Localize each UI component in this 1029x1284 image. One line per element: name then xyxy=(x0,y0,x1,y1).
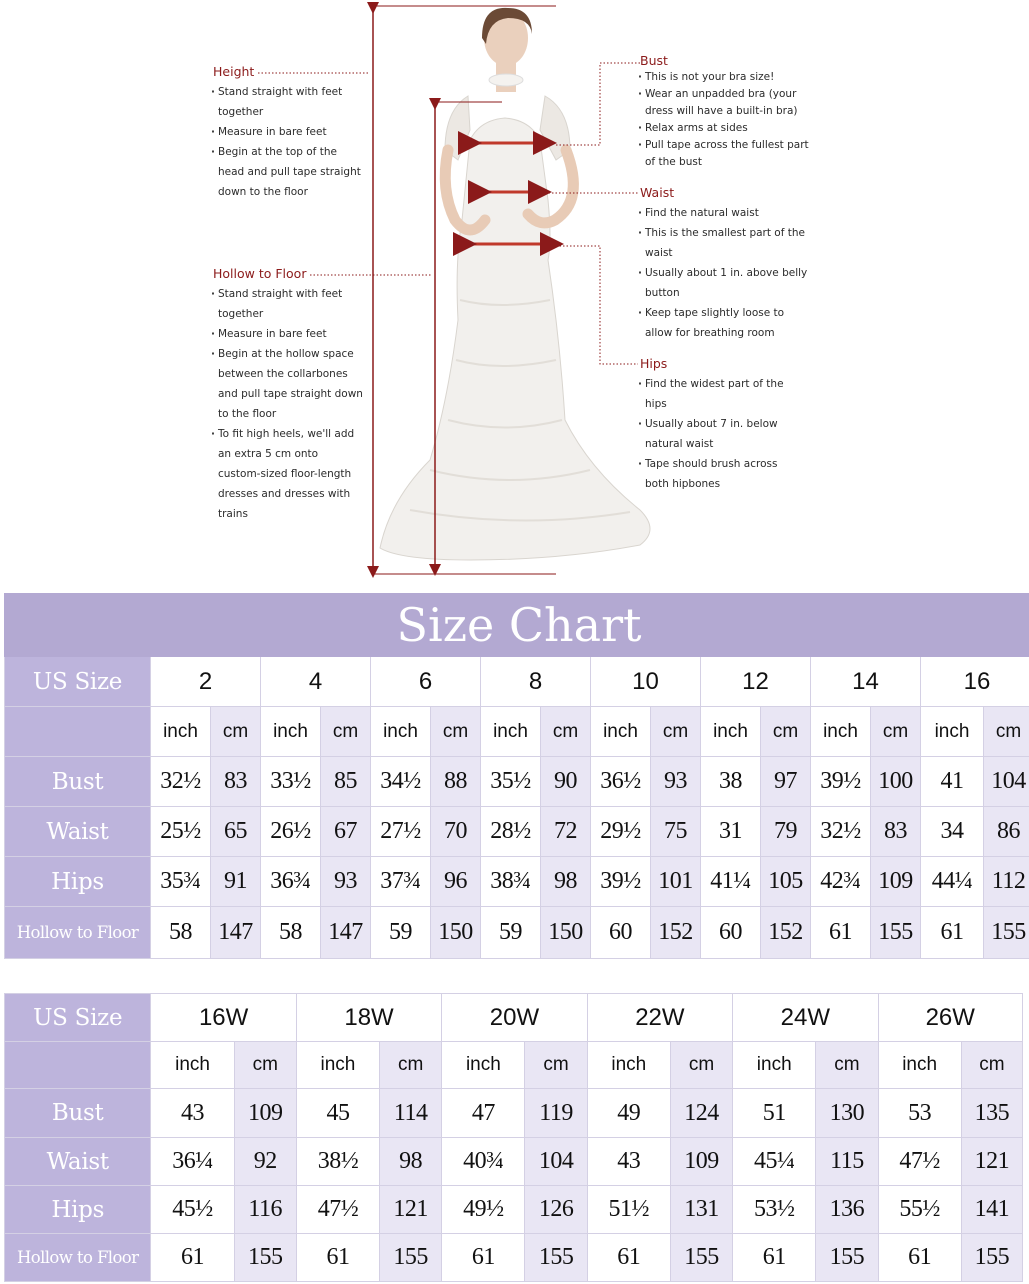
inch-header: inch xyxy=(151,1042,234,1089)
waist-cm-cell: 70 xyxy=(431,807,481,857)
size-header: 2 xyxy=(151,657,261,707)
inch-header: inch xyxy=(591,707,651,757)
height-instructions xyxy=(213,62,363,202)
hips-inch-cell: 39½ xyxy=(591,857,651,907)
hips-inch-cell: 35¾ xyxy=(151,857,211,907)
hips-cm-cell: 112 xyxy=(984,857,1029,907)
table-row xyxy=(5,757,1029,807)
hollow-step: · Stand straight with feet together xyxy=(213,284,363,324)
waist-inch-cell: 32½ xyxy=(811,807,871,857)
table-row xyxy=(5,1138,1023,1186)
bust-cm-cell: 85 xyxy=(321,757,371,807)
size-chart-standard xyxy=(4,593,1029,959)
inch-header: inch xyxy=(733,1042,816,1089)
table-row xyxy=(5,1089,1023,1138)
size-header: 6 xyxy=(371,657,481,707)
cm-header: cm xyxy=(670,1042,732,1089)
bust-cm-cell: 124 xyxy=(670,1089,732,1138)
hollow-inch-cell: 61 xyxy=(296,1234,379,1282)
hollow-inch-cell: 60 xyxy=(701,907,761,959)
bust-inch-cell: 32½ xyxy=(151,757,211,807)
row-label-hollow: Hollow to Floor xyxy=(5,907,151,959)
cm-header: cm xyxy=(211,707,261,757)
hollow-cm-cell: 152 xyxy=(761,907,811,959)
hips-step: · Tape should brush across both hipbones xyxy=(640,454,790,494)
cm-header: cm xyxy=(651,707,701,757)
bust-inch-cell: 51 xyxy=(733,1089,816,1138)
hips-inch-cell: 44¼ xyxy=(921,857,984,907)
waist-step: · Usually about 1 in. above belly button xyxy=(640,263,810,303)
waist-inch-cell: 26½ xyxy=(261,807,321,857)
waist-inch-cell: 45¼ xyxy=(733,1138,816,1186)
hips-cm-cell: 136 xyxy=(816,1186,878,1234)
hips-cm-cell: 141 xyxy=(961,1186,1022,1234)
hips-inch-cell: 37¾ xyxy=(371,857,431,907)
bust-instructions xyxy=(640,52,810,171)
waist-heading: Waist xyxy=(640,185,675,200)
bust-inch-cell: 41 xyxy=(921,757,984,807)
hollow-cm-cell: 150 xyxy=(541,907,591,959)
waist-inch-cell: 40¾ xyxy=(442,1138,525,1186)
waist-cm-cell: 83 xyxy=(871,807,921,857)
bust-inch-cell: 34½ xyxy=(371,757,431,807)
inch-header: inch xyxy=(296,1042,379,1089)
waist-inch-cell: 25½ xyxy=(151,807,211,857)
waist-inch-cell: 29½ xyxy=(591,807,651,857)
size-header: 4 xyxy=(261,657,371,707)
inch-header: inch xyxy=(587,1042,670,1089)
bust-cm-cell: 88 xyxy=(431,757,481,807)
waist-inch-cell: 43 xyxy=(587,1138,670,1186)
hips-cm-cell: 116 xyxy=(234,1186,296,1234)
size-header: 22W xyxy=(587,994,732,1042)
inch-header: inch xyxy=(921,707,984,757)
inch-header: inch xyxy=(371,707,431,757)
height-step: · Begin at the top of the head and pull tape straight down to the floor xyxy=(213,142,363,202)
cm-header: cm xyxy=(961,1042,1022,1089)
bust-step: · This is not your bra size! xyxy=(640,69,810,86)
bust-inch-cell: 49 xyxy=(587,1089,670,1138)
waist-step: · Keep tape slightly loose to allow for breathing room xyxy=(640,303,810,343)
hips-step: · Usually about 7 in. below natural waist xyxy=(640,414,790,454)
hollow-inch-cell: 58 xyxy=(151,907,211,959)
hips-cm-cell: 121 xyxy=(380,1186,442,1234)
hollow-inch-cell: 60 xyxy=(591,907,651,959)
waist-step: · This is the smallest part of the waist xyxy=(640,223,810,263)
table-row xyxy=(5,1186,1023,1234)
hollow-inch-cell: 61 xyxy=(878,1234,961,1282)
hollow-cm-cell: 155 xyxy=(871,907,921,959)
bust-inch-cell: 53 xyxy=(878,1089,961,1138)
measurement-guide xyxy=(0,0,1029,585)
unit-label-empty xyxy=(5,707,151,757)
bust-cm-cell: 104 xyxy=(984,757,1029,807)
row-label-hollow: Hollow to Floor xyxy=(5,1234,151,1282)
hollow-inch-cell: 61 xyxy=(921,907,984,959)
hollow-cm-cell: 155 xyxy=(525,1234,587,1282)
waist-instructions xyxy=(640,183,810,343)
hips-inch-cell: 55½ xyxy=(878,1186,961,1234)
cm-header: cm xyxy=(321,707,371,757)
hips-instructions xyxy=(640,354,790,494)
hollow-inch-cell: 61 xyxy=(733,1234,816,1282)
waist-cm-cell: 86 xyxy=(984,807,1029,857)
bust-inch-cell: 38 xyxy=(701,757,761,807)
cm-header: cm xyxy=(816,1042,878,1089)
bust-cm-cell: 109 xyxy=(234,1089,296,1138)
hollow-inch-cell: 61 xyxy=(151,1234,234,1282)
row-label-waist: Waist xyxy=(5,807,151,857)
size-header: 8 xyxy=(481,657,591,707)
size-chart-title: Size Chart xyxy=(5,594,1029,657)
size-header: 12 xyxy=(701,657,811,707)
bust-cm-cell: 100 xyxy=(871,757,921,807)
size-chart-plus xyxy=(4,993,1023,1282)
size-header: 20W xyxy=(442,994,587,1042)
bust-inch-cell: 47 xyxy=(442,1089,525,1138)
size-header: 16 xyxy=(921,657,1029,707)
table-row xyxy=(5,857,1029,907)
hollow-inch-cell: 58 xyxy=(261,907,321,959)
waist-cm-cell: 115 xyxy=(816,1138,878,1186)
row-label-hips: Hips xyxy=(5,857,151,907)
hollow-cm-cell: 147 xyxy=(321,907,371,959)
hips-inch-cell: 47½ xyxy=(296,1186,379,1234)
hollow-cm-cell: 155 xyxy=(816,1234,878,1282)
bust-cm-cell: 135 xyxy=(961,1089,1022,1138)
table-row xyxy=(5,807,1029,857)
inch-header: inch xyxy=(261,707,321,757)
cm-header: cm xyxy=(380,1042,442,1089)
waist-inch-cell: 28½ xyxy=(481,807,541,857)
inch-header: inch xyxy=(701,707,761,757)
bust-cm-cell: 130 xyxy=(816,1089,878,1138)
waist-inch-cell: 31 xyxy=(701,807,761,857)
size-header: 14 xyxy=(811,657,921,707)
row-label-waist: Waist xyxy=(5,1138,151,1186)
bust-cm-cell: 93 xyxy=(651,757,701,807)
hips-cm-cell: 91 xyxy=(211,857,261,907)
unit-label-empty xyxy=(5,1042,151,1089)
hips-cm-cell: 101 xyxy=(651,857,701,907)
hollow-inch-cell: 59 xyxy=(371,907,431,959)
waist-cm-cell: 67 xyxy=(321,807,371,857)
hips-cm-cell: 126 xyxy=(525,1186,587,1234)
waist-cm-cell: 121 xyxy=(961,1138,1022,1186)
dress-illustration xyxy=(380,118,650,560)
cm-header: cm xyxy=(984,707,1029,757)
hips-step: · Find the widest part of the hips xyxy=(640,374,790,414)
height-heading: Height xyxy=(213,64,255,79)
hollow-inch-cell: 61 xyxy=(442,1234,525,1282)
size-header: 26W xyxy=(878,994,1022,1042)
bust-cm-cell: 90 xyxy=(541,757,591,807)
inch-header: inch xyxy=(151,707,211,757)
row-label-bust: Bust xyxy=(5,757,151,807)
hips-inch-cell: 42¾ xyxy=(811,857,871,907)
row-label-bust: Bust xyxy=(5,1089,151,1138)
waist-inch-cell: 47½ xyxy=(878,1138,961,1186)
table-row xyxy=(5,907,1029,959)
height-step: · Measure in bare feet xyxy=(213,122,363,142)
bust-inch-cell: 35½ xyxy=(481,757,541,807)
us-size-label: US Size xyxy=(5,994,151,1042)
hips-inch-cell: 53½ xyxy=(733,1186,816,1234)
waist-inch-cell: 36¼ xyxy=(151,1138,234,1186)
hips-cm-cell: 105 xyxy=(761,857,811,907)
table-row xyxy=(5,1234,1023,1282)
hips-cm-cell: 98 xyxy=(541,857,591,907)
size-header: 16W xyxy=(151,994,296,1042)
hollow-instructions xyxy=(213,264,363,524)
size-header: 24W xyxy=(733,994,878,1042)
bust-inch-cell: 33½ xyxy=(261,757,321,807)
hollow-cm-cell: 147 xyxy=(211,907,261,959)
bust-inch-cell: 39½ xyxy=(811,757,871,807)
waist-step: · Find the natural waist xyxy=(640,203,810,223)
waist-cm-cell: 104 xyxy=(525,1138,587,1186)
waist-cm-cell: 98 xyxy=(380,1138,442,1186)
hips-inch-cell: 51½ xyxy=(587,1186,670,1234)
hollow-cm-cell: 150 xyxy=(431,907,481,959)
hollow-cm-cell: 155 xyxy=(961,1234,1022,1282)
hips-cm-cell: 96 xyxy=(431,857,481,907)
hips-cm-cell: 109 xyxy=(871,857,921,907)
hips-inch-cell: 41¼ xyxy=(701,857,761,907)
bust-heading: Bust xyxy=(640,53,668,68)
bust-step: · Wear an unpadded bra (your dress will have a built-in bra) xyxy=(640,86,810,120)
size-header: 18W xyxy=(296,994,441,1042)
model-illustration xyxy=(0,0,1029,585)
bust-cm-cell: 119 xyxy=(525,1089,587,1138)
hips-cm-cell: 93 xyxy=(321,857,371,907)
cm-header: cm xyxy=(871,707,921,757)
hips-inch-cell: 45½ xyxy=(151,1186,234,1234)
cm-header: cm xyxy=(431,707,481,757)
hollow-cm-cell: 155 xyxy=(380,1234,442,1282)
bust-cm-cell: 114 xyxy=(380,1089,442,1138)
hollow-cm-cell: 152 xyxy=(651,907,701,959)
hips-inch-cell: 36¾ xyxy=(261,857,321,907)
waist-cm-cell: 92 xyxy=(234,1138,296,1186)
bust-step: · Pull tape across the fullest part of the bust xyxy=(640,137,810,171)
inch-header: inch xyxy=(878,1042,961,1089)
waist-cm-cell: 65 xyxy=(211,807,261,857)
cm-header: cm xyxy=(234,1042,296,1089)
inch-header: inch xyxy=(481,707,541,757)
hollow-inch-cell: 61 xyxy=(811,907,871,959)
hollow-cm-cell: 155 xyxy=(234,1234,296,1282)
hollow-step: · Measure in bare feet xyxy=(213,324,363,344)
cm-header: cm xyxy=(761,707,811,757)
bust-cm-cell: 97 xyxy=(761,757,811,807)
waist-cm-cell: 75 xyxy=(651,807,701,857)
hips-heading: Hips xyxy=(640,356,668,371)
cm-header: cm xyxy=(525,1042,587,1089)
hollow-cm-cell: 155 xyxy=(984,907,1029,959)
hollow-step: · Begin at the hollow space between the collarbones and pull tape straight down to the floor xyxy=(213,344,363,424)
height-step: · Stand straight with feet together xyxy=(213,82,363,122)
bust-step: · Relax arms at sides xyxy=(640,120,810,137)
size-header: 10 xyxy=(591,657,701,707)
waist-inch-cell: 38½ xyxy=(296,1138,379,1186)
hollow-inch-cell: 59 xyxy=(481,907,541,959)
inch-header: inch xyxy=(811,707,871,757)
hollow-step: · To fit high heels, we'll add an extra 5 cm onto custom-sized floor-length dresses and dresses with trains xyxy=(213,424,363,524)
hollow-inch-cell: 61 xyxy=(587,1234,670,1282)
bust-cm-cell: 83 xyxy=(211,757,261,807)
cm-header: cm xyxy=(541,707,591,757)
us-size-label: US Size xyxy=(5,657,151,707)
row-label-hips: Hips xyxy=(5,1186,151,1234)
waist-inch-cell: 34 xyxy=(921,807,984,857)
hips-inch-cell: 49½ xyxy=(442,1186,525,1234)
hips-cm-cell: 131 xyxy=(670,1186,732,1234)
hollow-heading: Hollow to Floor xyxy=(213,266,307,281)
waist-cm-cell: 79 xyxy=(761,807,811,857)
bust-inch-cell: 43 xyxy=(151,1089,234,1138)
bust-inch-cell: 36½ xyxy=(591,757,651,807)
hollow-cm-cell: 155 xyxy=(670,1234,732,1282)
waist-inch-cell: 27½ xyxy=(371,807,431,857)
waist-cm-cell: 109 xyxy=(670,1138,732,1186)
bust-inch-cell: 45 xyxy=(296,1089,379,1138)
waist-cm-cell: 72 xyxy=(541,807,591,857)
inch-header: inch xyxy=(442,1042,525,1089)
hips-inch-cell: 38¾ xyxy=(481,857,541,907)
